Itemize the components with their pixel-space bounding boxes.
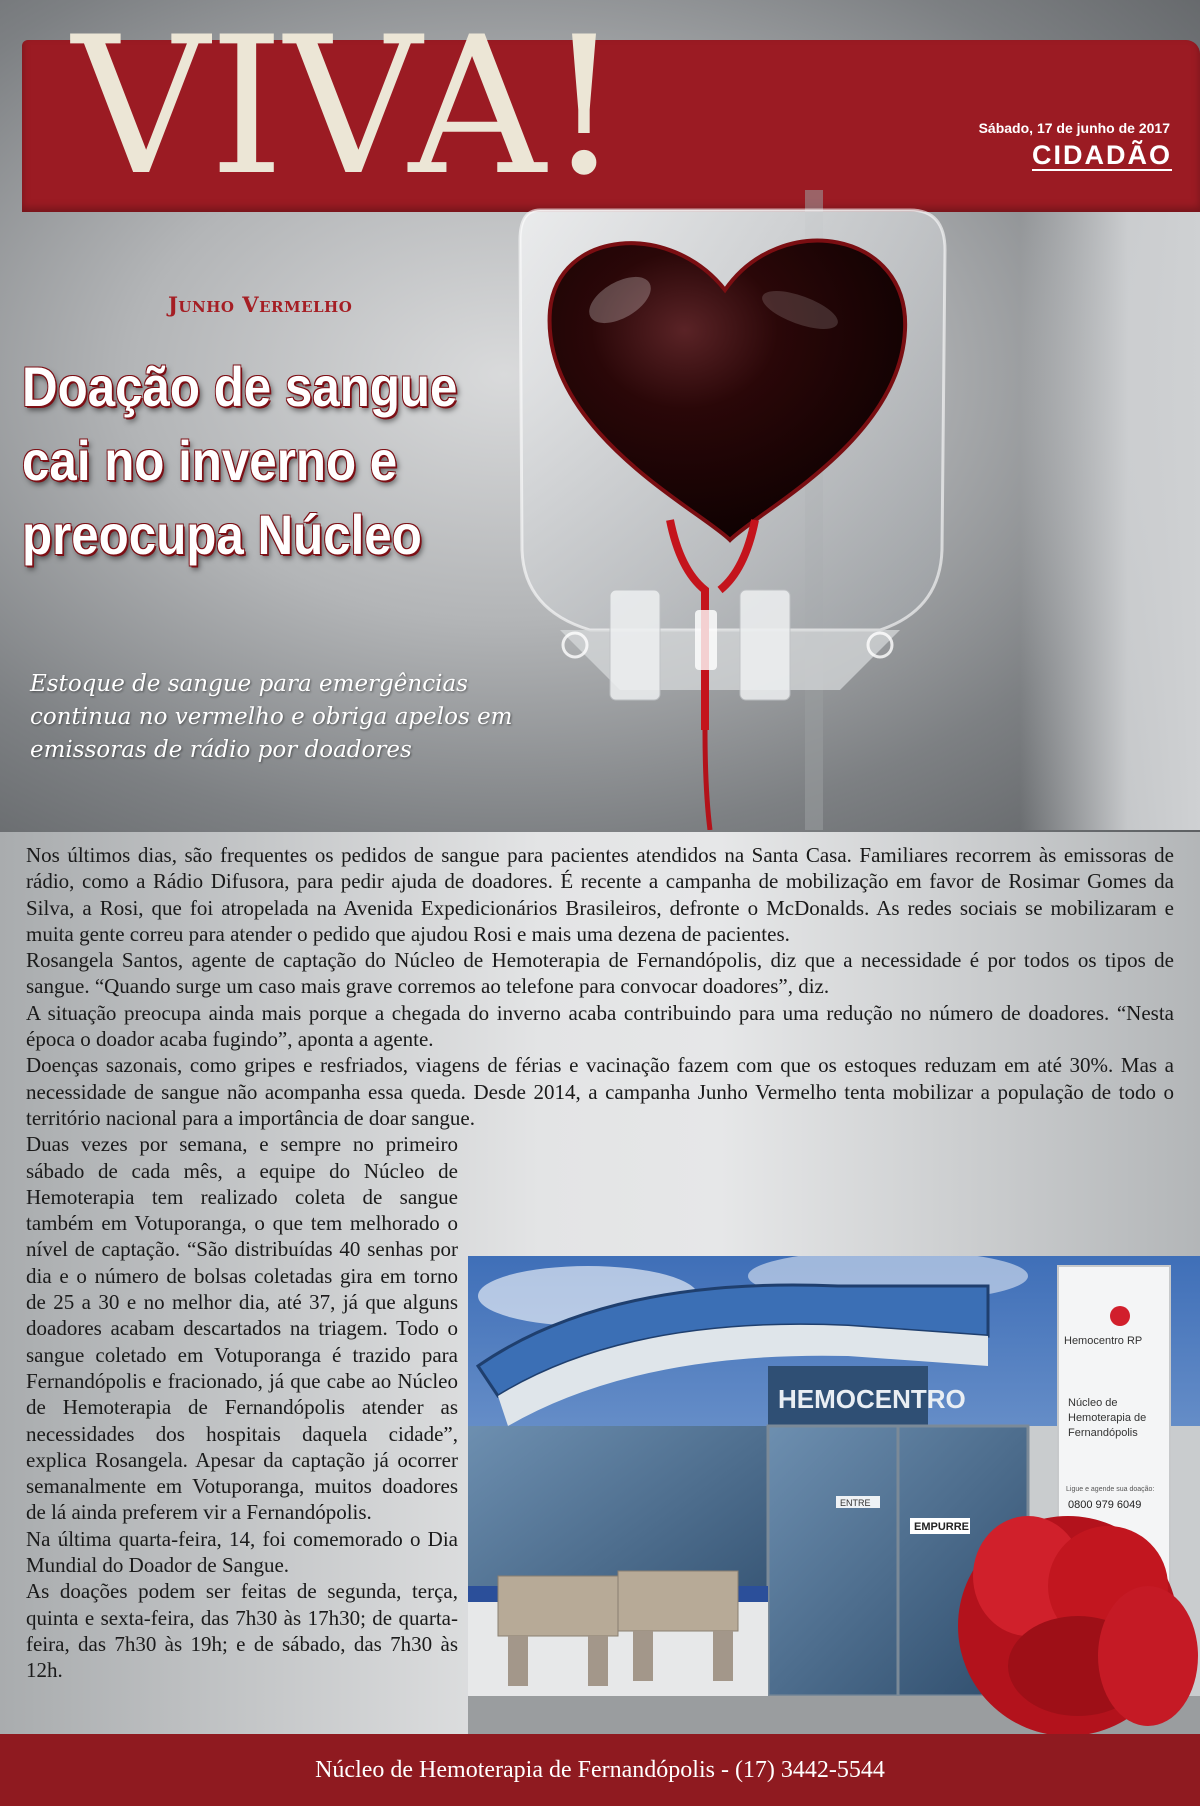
pillar-phone-text: 0800 979 6049	[1068, 1499, 1142, 1511]
pillar-logo-text: Hemocentro RP	[1064, 1335, 1143, 1347]
article-paragraph: Duas vezes por semana, e sempre no primeiro sábado de cada mês, a equipe do Núcleo de Hemoterapia tem realizado coleta de sangue também em Votuporanga, o que tem melhorado o nível de captação. “São distribuídas 40 senhas por dia e o número de bolsas coletadas gira em torno de 25 a 30 e no melhor dia, até 37, já que alguns doadores acabam descartados na triagem. Todo o sangue coletado em Votuporanga é trazido para Fernandópolis e fracionado, já que cabe ao Núcleo de Hemoterapia de Fernandópolis atender as necessidades dos hospitais daquela cidade”, explica Rosangela. Apesar da captação já ocorrer semanalmente em Votuporanga, muitos doadores de lá ainda preferem vir a Fernandópolis.	[26, 1132, 458, 1525]
article-headline	[22, 350, 462, 572]
footer-contact-text: Núcleo de Hemoterapia de Fernandópolis - (17) 3442-5544	[315, 1756, 885, 1783]
footer-bar	[0, 1734, 1200, 1806]
pillar-title-text: Núcleo de Hemoterapia de Fernandópolis	[1068, 1397, 1147, 1439]
door-sign-text: ENTRE	[840, 1498, 871, 1508]
article-paragraph: Rosangela Santos, agente de captação do Núcleo de Hemoterapia de Fernandópolis, diz que a necessidade é por todos os tipos de sangue. “Quando surge um caso mais grave corremos ao telefone para convocar doadores”, diz.	[26, 948, 1174, 999]
article-paragraph: Na última quarta-feira, 14, foi comemorado o Dia Mundial do Doador de Sangue.	[26, 1526, 458, 1578]
door-push-sign: EMPURRE	[914, 1521, 970, 1533]
facade-sign-text: HEMOCENTRO	[778, 1384, 966, 1414]
hemocentro-photo	[468, 1256, 1200, 1734]
pillar-cta-text: Ligue e agende sua doação:	[1066, 1486, 1155, 1493]
article-paragraph: As doações podem ser feitas de segunda, terça, quinta e sexta-feira, das 7h30 às 17h30; de quarta-feira, das 7h30 às 19h; e de sábado, das 7h30 às 12h.	[26, 1579, 458, 1683]
headline-line: cai no inverno e	[22, 429, 398, 492]
hero-background-shade	[1020, 170, 1200, 830]
hero-section	[0, 0, 1200, 832]
article-paragraph: A situação preocupa ainda mais porque a chegada do inverno acaba contribuindo para uma redução no número de doadores. “Nesta época o doador acaba fugindo”, aponta a agente.	[26, 1000, 1174, 1052]
hemocentro-photo-illustration	[468, 1256, 1200, 1734]
viva-logo-text: VIVA!	[72, 0, 623, 217]
section-name: CIDADÃO	[1032, 140, 1172, 170]
article-kicker: Junho Vermelho	[168, 292, 353, 317]
article-paragraph: Doenças sazonais, como gripes e resfriados, viagens de férias e vacinação fazem com que os estoques reduzam em até 30%. Mas a necessidade de sangue não acompanha essa queda. Desde 2014, a campanha Junho Vermelho tenta mobilizar a população de todo o território nacional para a importância de doar sangue.	[26, 1053, 1174, 1130]
viva-logo	[72, 0, 692, 222]
edition-date: Sábado, 17 de junho de 2017	[978, 120, 1170, 136]
headline-line: Doação de sangue	[22, 355, 458, 418]
article-paragraph: Nos últimos dias, são frequentes os pedidos de sangue para pacientes atendidos na Santa Casa. Familiares recorrem às emissoras de rádio, como a Rádio Difusora, para pedir ajuda de doadores. É recente a campanha de mobilização em favor de Rosimar Gomes da Silva, a Rosi, que foi atropelada na Avenida Expedicionários Brasileiros, defronte o McDonalds. As redes sociais se mobilizaram e muita gente correu para atender o pedido que ajudou Rosi e mais uma dezena de pacientes.	[26, 843, 1174, 946]
article-subhead: Estoque de sangue para emergências continua no vermelho e obriga apelos em emissoras de rádio por doadores	[30, 671, 513, 763]
blood-bag-heart-illustration	[500, 190, 970, 830]
headline-line: preocupa Núcleo	[22, 503, 422, 566]
